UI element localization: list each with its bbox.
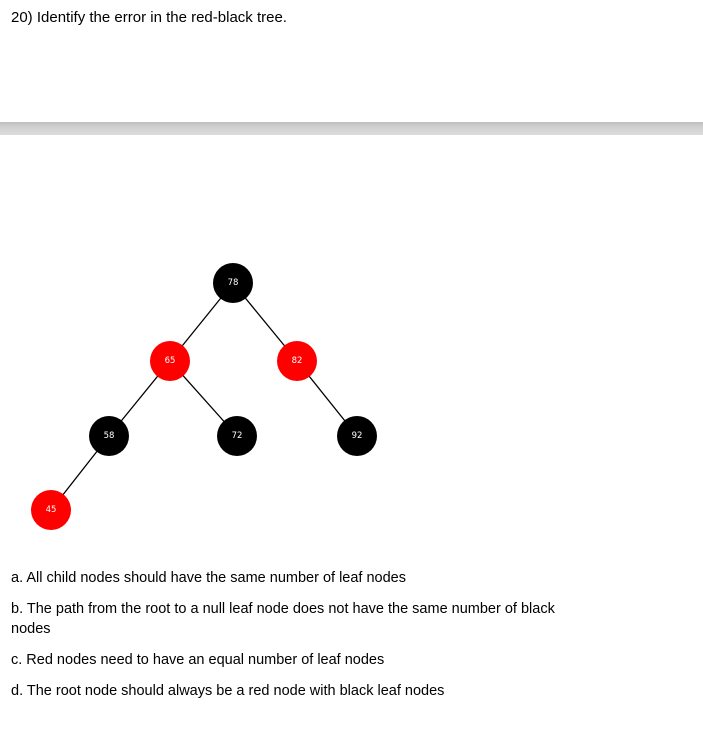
option-d[interactable]: d. The root node should always be a red node with black leaf nodes [11,683,445,699]
node-82 [277,341,317,381]
option-b[interactable]: b. The path from the root to a null leaf node does not have the same number of black nodes [11,601,555,637]
node-65-label: 65 [164,356,176,366]
tree-edges [51,283,357,510]
node-82-label: 82 [291,356,303,366]
node-92-label: 92 [351,431,363,441]
option-a[interactable]: a. All child nodes should have the same number of leaf nodes [11,570,406,586]
node-72-label: 72 [231,431,243,441]
node-78 [213,263,253,303]
answer-options [11,568,591,712]
node-45-label: 45 [45,505,57,515]
node-58-label: 58 [103,431,115,441]
node-45 [31,490,71,530]
question-text: 20) Identify the error in the red-black tree. [11,9,287,26]
node-72 [217,416,257,456]
node-58 [89,416,129,456]
node-92 [337,416,377,456]
option-c[interactable]: c. Red nodes need to have an equal number of leaf nodes [11,652,385,668]
node-65 [150,341,190,381]
node-78-label: 78 [227,278,239,288]
